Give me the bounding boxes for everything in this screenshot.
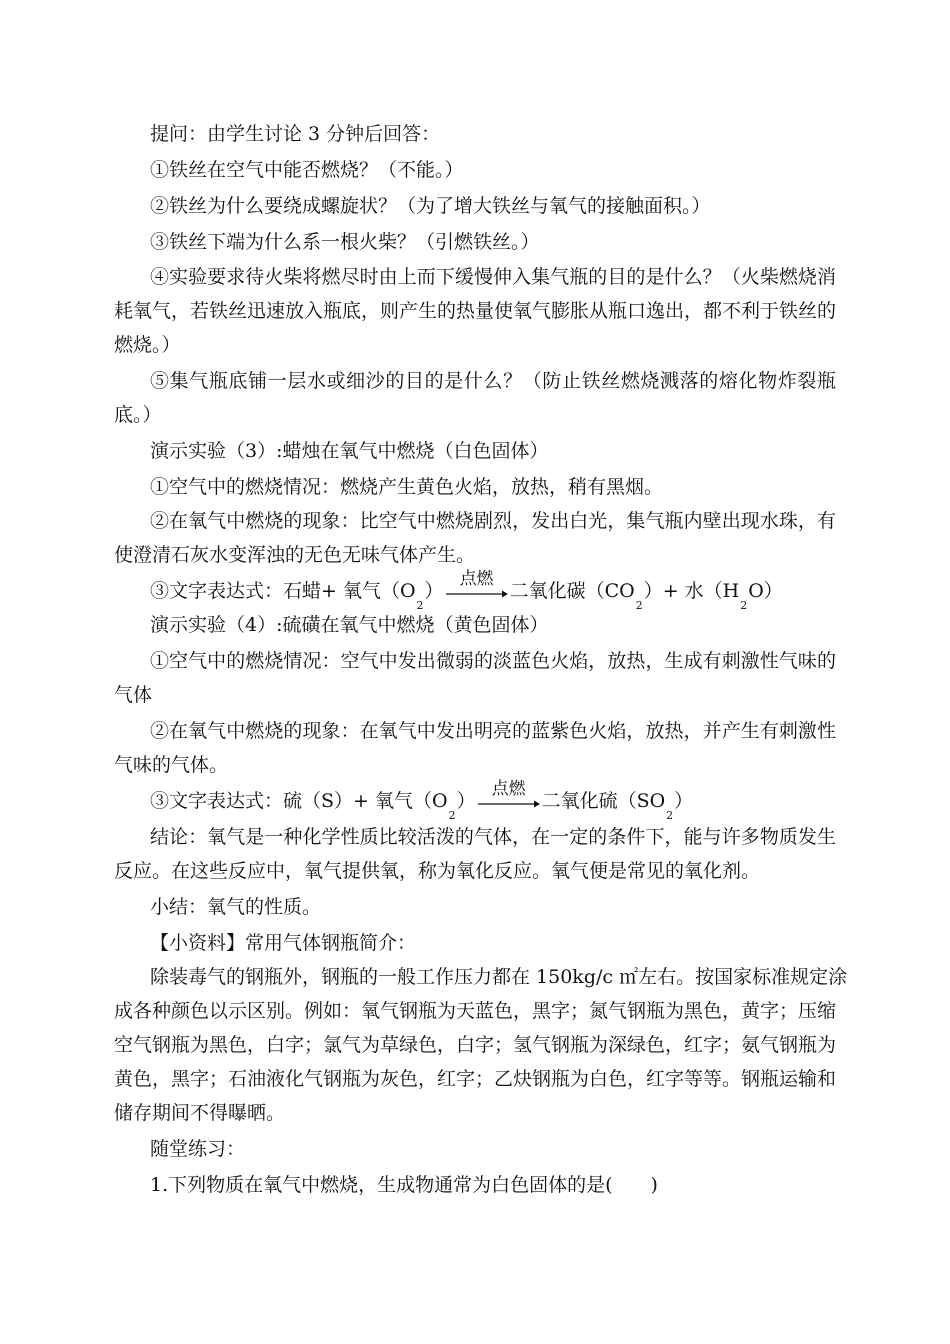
demo-3-oxygen-line-2: 使澄清石灰水变浑浊的无色无味气体产生。	[114, 544, 476, 566]
info-line-3: 空气钢瓶为黑色，白字；氯气为草绿色，白字；氢气钢瓶为深绿色，红字；氨气钢瓶为	[114, 1034, 837, 1056]
arrow-icon	[478, 799, 540, 809]
summary: 小结：氧气的性质。	[150, 896, 322, 918]
question-intro: 提问：由学生讨论 3 分钟后回答：	[150, 123, 441, 145]
conclusion-line-1: 结论：氧气是一种化学性质比较活泼的气体，在一定的条件下，能与许多物质发生	[150, 826, 836, 848]
arrow-icon	[446, 589, 508, 599]
conclusion-line-2: 反应。在这些反应中，氧气提供氧，称为氧化反应。氧气便是常见的氧化剂。	[114, 860, 761, 882]
question-5-line-2: 底。）	[114, 404, 162, 426]
demo-3-air: ①空气中的燃烧情况：燃烧产生黄色火焰，放热，稍有黑烟。	[150, 476, 664, 498]
eq2-subscript-2: 2	[666, 809, 674, 822]
equation-sulfur	[150, 779, 694, 822]
demo-3-oxygen-line-1: ②在氧气中燃烧的现象：比空气中燃烧剧烈，发出白光，集气瓶内壁出现水珠，有	[150, 510, 836, 532]
demo-4-air-line-1: ①空气中的燃烧情况：空气中发出微弱的淡蓝色火焰，放热，生成有刺激性气味的	[150, 650, 836, 672]
question-4-line-3: 燃烧。）	[114, 334, 181, 356]
eq1-reactants: ③文字表达式：石蜡+ 氧气（O	[150, 580, 416, 602]
question-2: ②铁丝为什么要绕成螺旋状？（为了增大铁丝与氧气的接触面积。）	[150, 195, 711, 217]
eq1-subscript-2: 2	[635, 599, 643, 612]
question-4-line-2: 耗氧气，若铁丝迅速放入瓶底，则产生的热量使氧气膨胀从瓶口逸出，都不利于铁丝的	[114, 300, 837, 322]
demo-4-oxygen-line-2: 气味的气体。	[114, 754, 229, 776]
practice-question-1: 1.下列物质在氧气中燃烧，生成物通常为白色固体的是( )	[150, 1174, 658, 1196]
eq2-paren: ）	[456, 790, 476, 812]
eq1-subscript: 2	[416, 599, 424, 612]
question-5-line-1: ⑤集气瓶底铺一层水或细沙的目的是什么？（防止铁丝燃烧溅落的熔化物炸裂瓶	[150, 370, 836, 392]
reaction-condition: 点燃	[459, 569, 494, 589]
eq2-subscript: 2	[448, 809, 456, 822]
info-line-2: 成各种颜色以示区别。例如：氧气钢瓶为天蓝色，黑字；氮气钢瓶为黑色，黄字；压缩	[114, 1000, 837, 1022]
reaction-condition: 点燃	[491, 779, 526, 799]
demo-4-oxygen-line-1: ②在氧气中燃烧的现象：在氧气中发出明亮的蓝紫色火焰，放热，并产生有刺激性	[150, 720, 836, 742]
info-line-4: 黄色，黑字；石油液化气钢瓶为灰色，红字；乙炔钢瓶为白色，红字等等。钢瓶运输和	[114, 1068, 837, 1090]
info-line-1: 除装毒气的钢瓶外，钢瓶的一般工作压力都在 150kg/c ㎡左右。按国家标准规定涂	[150, 966, 848, 988]
eq2-reactants: ③文字表达式：硫（S）+ 氧气（O	[150, 790, 448, 812]
demo-4-title: 演示实验（4）:硫磺在氧气中燃烧（黄色固体）	[150, 614, 549, 636]
eq1-paren: ）	[424, 580, 444, 602]
eq1-middle: ）+ 水（H	[643, 580, 740, 602]
question-1: ①铁丝在空气中能否燃烧？（不能。）	[150, 159, 464, 181]
eq2-end: ）	[674, 790, 694, 812]
info-title: 【小资料】常用气体钢瓶简介：	[150, 932, 417, 954]
reaction-arrow	[478, 779, 540, 813]
equation-candle	[150, 569, 783, 612]
question-4-line-1: ④实验要求待火柴将燃尽时由上而下缓慢伸入集气瓶的目的是什么？（火柴燃烧消	[150, 266, 836, 288]
info-line-5: 储存期间不得曝晒。	[114, 1102, 286, 1124]
demo-3-title: 演示实验（3）:蜡烛在氧气中燃烧（白色固体）	[150, 440, 549, 462]
eq1-product-1: 二氧化碳（CO	[509, 580, 635, 602]
practice-title: 随堂练习：	[150, 1138, 246, 1160]
reaction-arrow	[446, 569, 508, 603]
eq1-end: O）	[748, 580, 783, 602]
eq2-product: 二氧化硫（SO	[541, 790, 666, 812]
eq1-subscript-3: 2	[740, 599, 748, 612]
question-3: ③铁丝下端为什么系一根火柴？（引燃铁丝。）	[150, 231, 540, 253]
demo-4-air-line-2: 气体	[114, 684, 153, 706]
